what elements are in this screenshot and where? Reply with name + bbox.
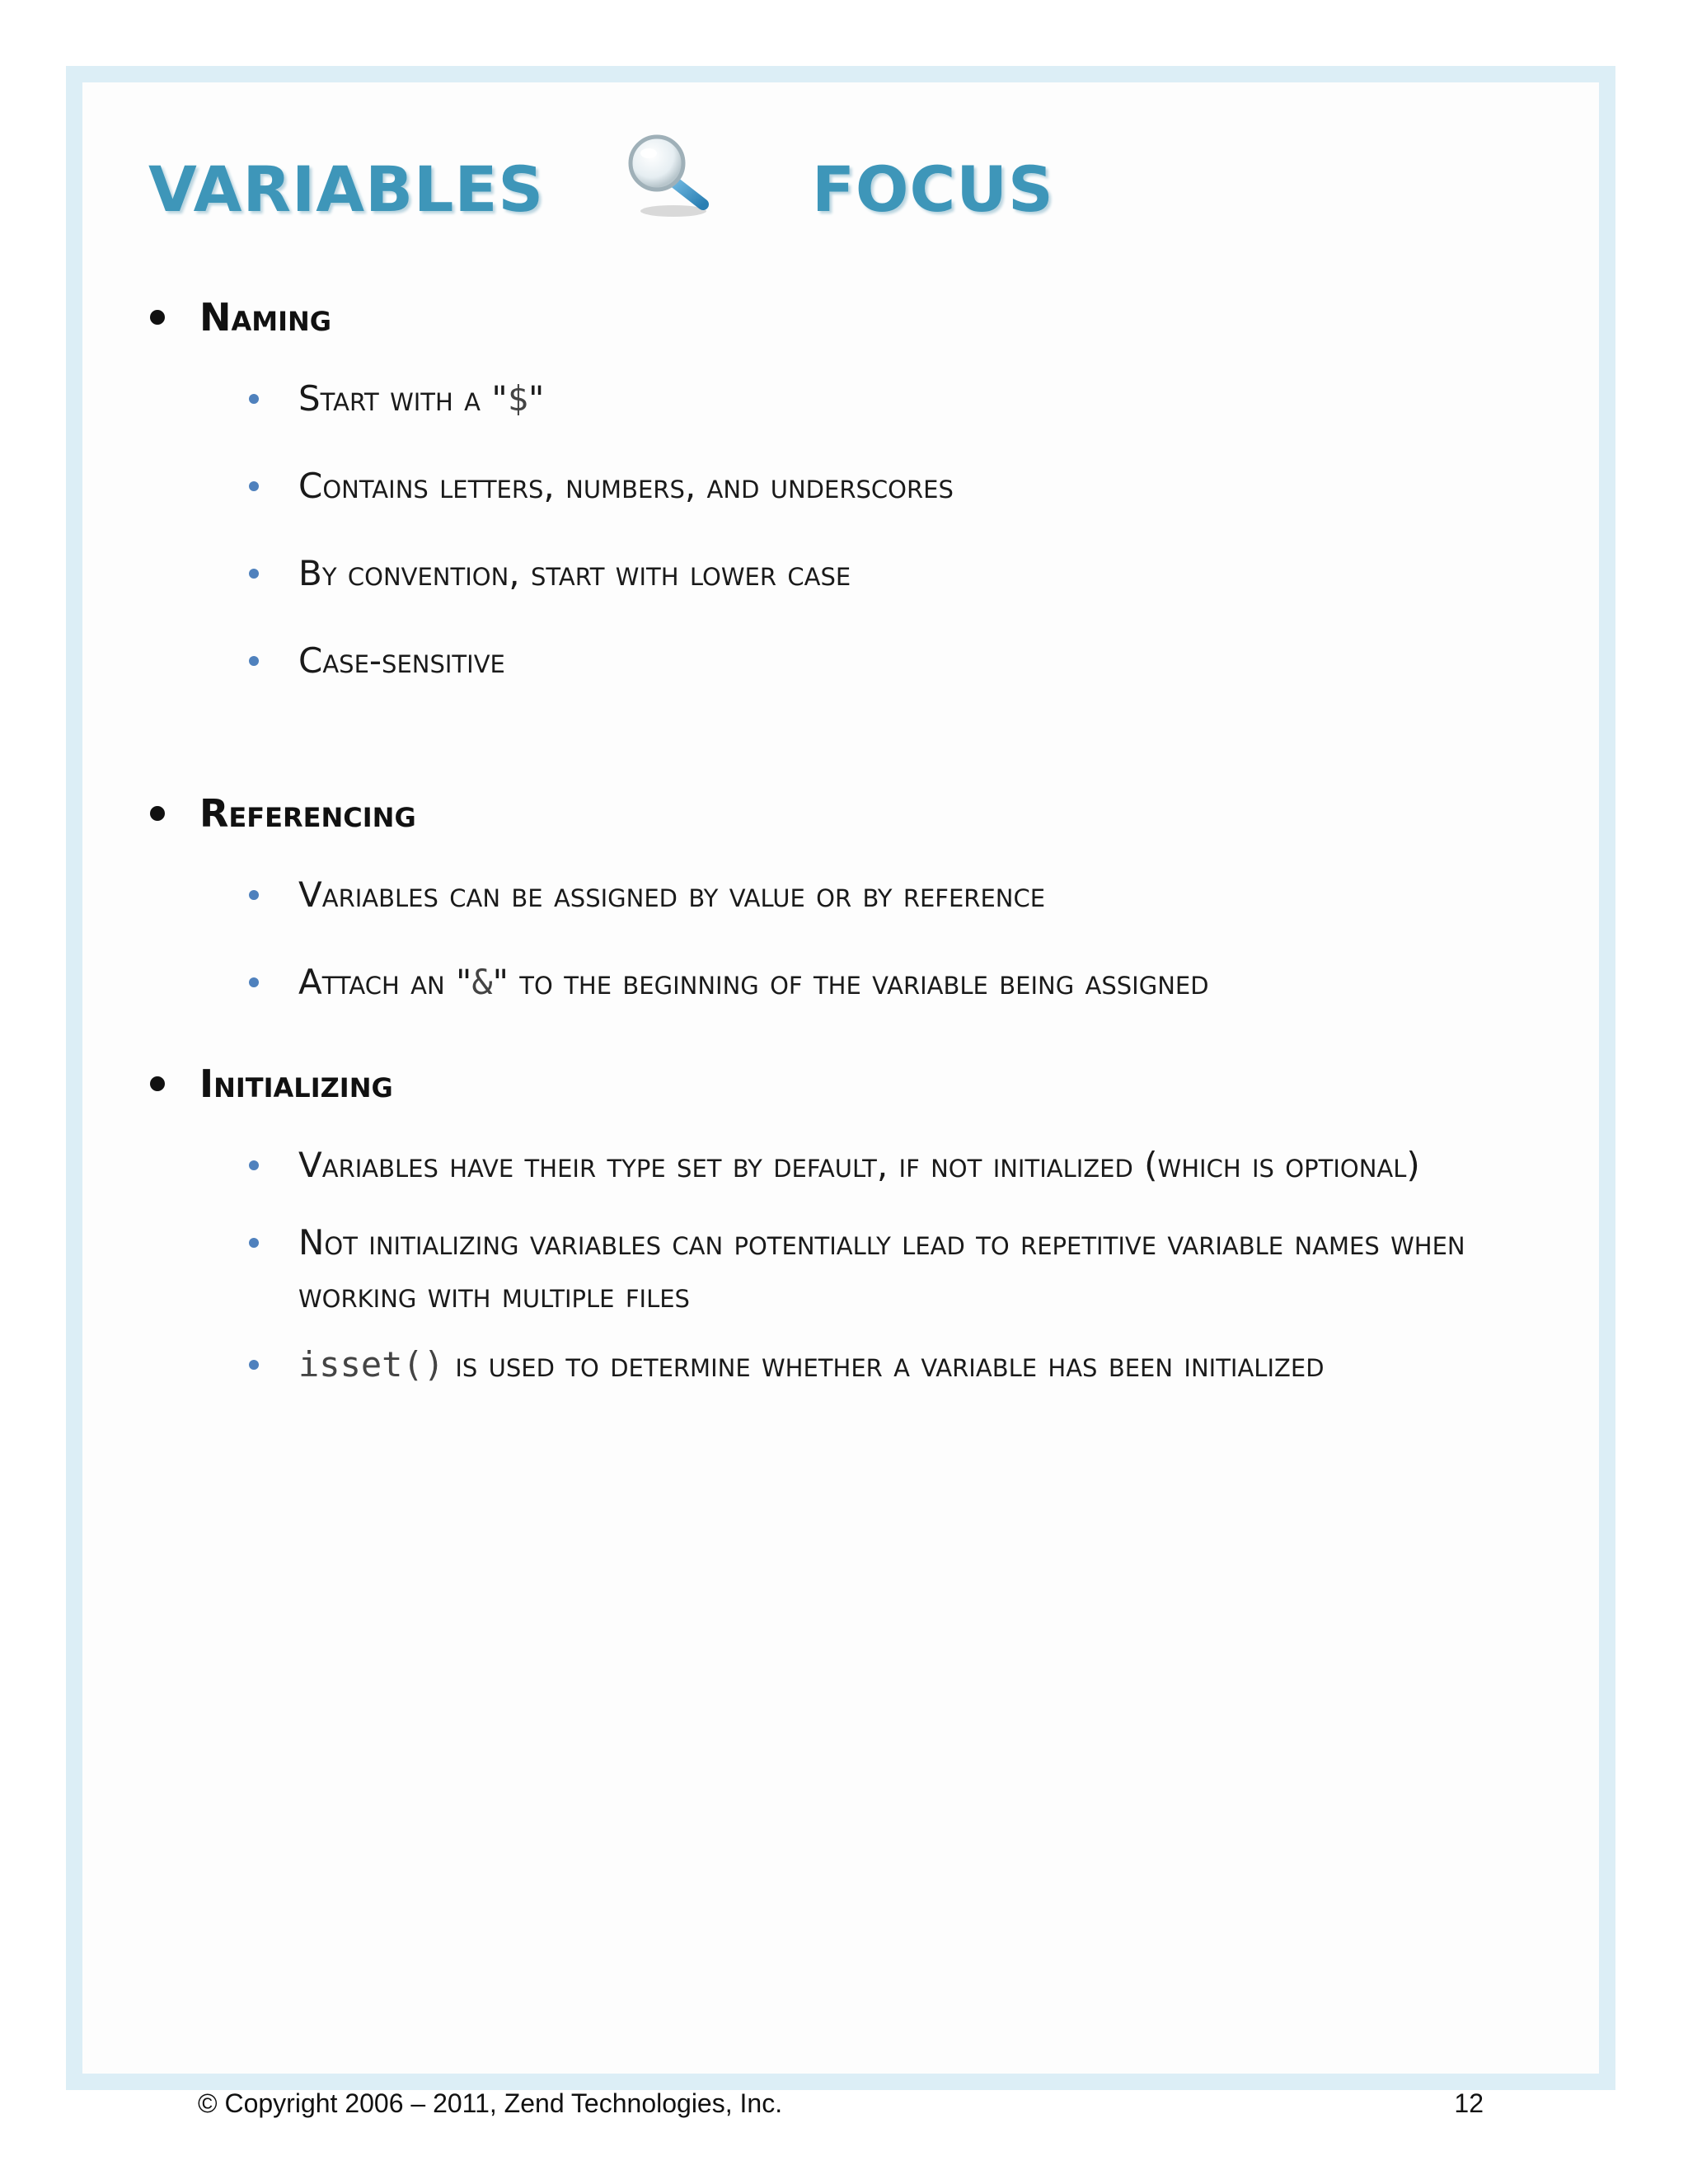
- bullet: [249, 1160, 259, 1170]
- bullet: [249, 1238, 259, 1248]
- bullet: [249, 890, 259, 900]
- code-snippet: &: [471, 962, 493, 1002]
- list-item: [249, 869, 1533, 921]
- page-number: 12: [1454, 2088, 1484, 2118]
- code-snippet: $: [507, 378, 528, 419]
- item-text: Variables have their type set by default, if not initialized (which is optional): [298, 1145, 1420, 1185]
- bullet: [249, 481, 259, 491]
- list-item: [249, 1139, 1533, 1192]
- list-item: [249, 956, 1533, 1009]
- bullet: [150, 806, 165, 821]
- item-list: [199, 373, 1533, 687]
- item-text: Start with a ": [298, 378, 508, 419]
- item-text: " to the beginning of the variable being assigned: [492, 962, 1209, 1002]
- list-item: [249, 1216, 1533, 1322]
- item-text: Contains letters, numbers, and underscores: [298, 466, 954, 506]
- bullet: [249, 1360, 259, 1370]
- heading-variables: VARIABLES: [148, 152, 545, 226]
- topic-list: [148, 297, 1533, 1426]
- page-heading: [148, 148, 1302, 231]
- list-item: [249, 547, 1533, 600]
- item-text: Case-sensitive: [298, 640, 505, 681]
- code-snippet: isset(): [298, 1344, 445, 1385]
- item-text: By convention, start with lower case: [298, 553, 851, 593]
- bullet: [249, 656, 259, 666]
- bullet: [150, 310, 165, 325]
- bullet: [249, 394, 259, 404]
- item-text: is used to determine whether a variable has been initialized: [444, 1344, 1325, 1385]
- item-text: Variables can be assigned by value or by reference: [298, 874, 1046, 915]
- section-title: Referencing: [199, 791, 416, 836]
- page-footer: [198, 2087, 1484, 2120]
- bullet: [249, 977, 259, 987]
- magnifier-icon: [622, 130, 721, 221]
- section-referencing: [148, 793, 1533, 1009]
- section-title: Initializing: [199, 1062, 393, 1106]
- section-naming: [148, 297, 1533, 687]
- item-text: Attach an ": [298, 962, 472, 1002]
- section-title: Naming: [199, 295, 332, 340]
- list-item: [249, 635, 1533, 687]
- heading-focus: FOCUS: [812, 152, 1054, 226]
- copyright-text: © Copyright 2006 – 2011, Zend Technologies, Inc.: [198, 2088, 783, 2118]
- bullet: [150, 1076, 165, 1091]
- item-list: [199, 1139, 1533, 1391]
- section-initializing: [148, 1063, 1533, 1391]
- item-list: [199, 869, 1533, 1009]
- item-text: ": [528, 378, 545, 419]
- list-item: [249, 373, 1533, 425]
- list-item: [249, 460, 1533, 513]
- item-text: Not initializing variables can potentially lead to repetitive variable names when working with multiple files: [298, 1222, 1465, 1315]
- list-item: [249, 1338, 1533, 1391]
- bullet: [249, 569, 259, 579]
